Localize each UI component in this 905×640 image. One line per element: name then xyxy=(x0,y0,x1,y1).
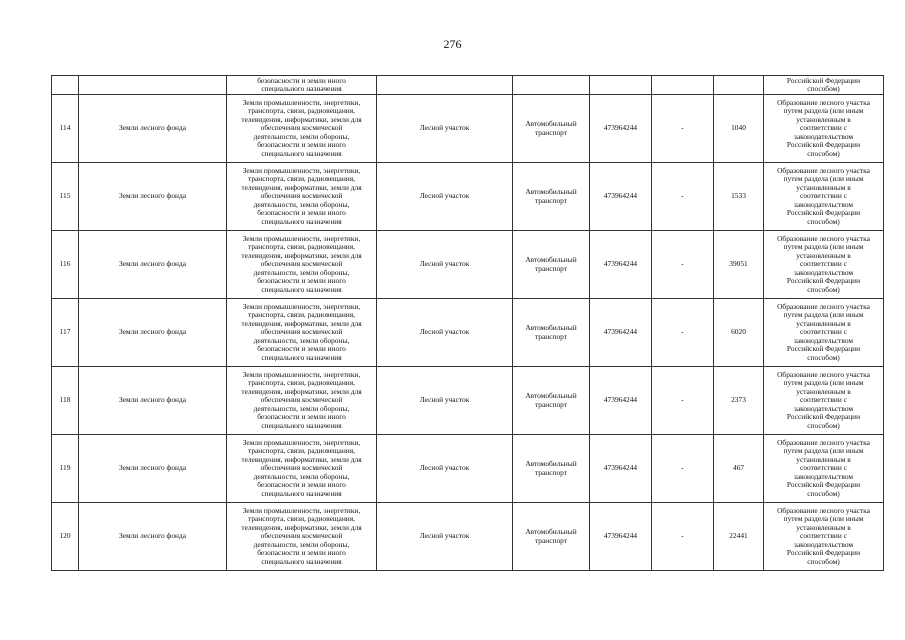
cell-code: 473964244 xyxy=(590,163,652,231)
cell-object: Лесной участок xyxy=(377,435,513,503)
cell-category: Земли лесного фонда xyxy=(79,503,227,571)
cell-formation: Образование лесного участка путем раздела (или иным установленным в соответствии с законодательством Российской Федерации способом) xyxy=(764,231,884,299)
cell-category: Земли лесного фонда xyxy=(79,299,227,367)
cell-formation: Образование лесного участка путем раздела (или иным установленным в соответствии с законодательством Российской Федерации способом) xyxy=(764,367,884,435)
cell-formation: Образование лесного участка путем раздела (или иным установленным в соответствии с законодательством Российской Федерации способом) xyxy=(764,163,884,231)
cell-num: 120 xyxy=(52,503,79,571)
cell-object: Лесной участок xyxy=(377,95,513,163)
cell-purpose: Земли промышленности, энергетики, транспорта, связи, радиовещания, телевидения, информатики, земли для обеспечения космической деятельности, земли обороны, безопасности и земли иного специального назначения xyxy=(227,299,377,367)
cell-use: Автомобильный транспорт xyxy=(513,435,590,503)
cell-num: 117 xyxy=(52,299,79,367)
cell-use: Автомобильный транспорт xyxy=(513,367,590,435)
cell-num: 115 xyxy=(52,163,79,231)
table-row xyxy=(52,299,884,367)
cell-category: Земли лесного фонда xyxy=(79,231,227,299)
cell-object: Лесной участок xyxy=(377,299,513,367)
table-row xyxy=(52,367,884,435)
cell-object: Лесной участок xyxy=(377,367,513,435)
cell-formation: Образование лесного участка путем раздела (или иным установленным в соответствии с законодательством Российской Федерации способом) xyxy=(764,435,884,503)
cell-dash: - xyxy=(652,503,714,571)
cell-area: 6020 xyxy=(714,299,764,367)
cell-formation: Российской Федерации способом) xyxy=(764,76,884,95)
cell-num: 116 xyxy=(52,231,79,299)
cell-category: Земли лесного фонда xyxy=(79,95,227,163)
cell-purpose: безопасности и земли иного специального назначения xyxy=(227,76,377,95)
page-number: 276 xyxy=(443,37,462,51)
cell-code: 473964244 xyxy=(590,95,652,163)
cell-dash: - xyxy=(652,299,714,367)
cell-num: 114 xyxy=(52,95,79,163)
land-plots-table xyxy=(51,75,884,571)
cell-purpose: Земли промышленности, энергетики, транспорта, связи, радиовещания, телевидения, информатики, земли для обеспечения космической деятельности, земли обороны, безопасности и земли иного специального назначения xyxy=(227,367,377,435)
cell-area xyxy=(714,76,764,95)
cell-area: 2373 xyxy=(714,367,764,435)
cell-use xyxy=(513,76,590,95)
cell-code: 473964244 xyxy=(590,503,652,571)
cell-use: Автомобильный транспорт xyxy=(513,503,590,571)
cell-code: 473964244 xyxy=(590,299,652,367)
cell-dash: - xyxy=(652,231,714,299)
cell-object: Лесной участок xyxy=(377,163,513,231)
cell-code: 473964244 xyxy=(590,367,652,435)
table-row xyxy=(52,231,884,299)
cell-category: Земли лесного фонда xyxy=(79,163,227,231)
cell-dash: - xyxy=(652,435,714,503)
cell-area: 39051 xyxy=(714,231,764,299)
cell-area: 1040 xyxy=(714,95,764,163)
cell-num: 118 xyxy=(52,367,79,435)
cell-use: Автомобильный транспорт xyxy=(513,95,590,163)
table-row xyxy=(52,95,884,163)
cell-purpose: Земли промышленности, энергетики, транспорта, связи, радиовещания, телевидения, информатики, земли для обеспечения космической деятельности, земли обороны, безопасности и земли иного специального назначения xyxy=(227,95,377,163)
cell-num xyxy=(52,76,79,95)
cell-purpose: Земли промышленности, энергетики, транспорта, связи, радиовещания, телевидения, информатики, земли для обеспечения космической деятельности, земли обороны, безопасности и земли иного специального назначения xyxy=(227,435,377,503)
cell-object: Лесной участок xyxy=(377,231,513,299)
cell-area: 22441 xyxy=(714,503,764,571)
cell-use: Автомобильный транспорт xyxy=(513,163,590,231)
cell-num: 119 xyxy=(52,435,79,503)
cell-object xyxy=(377,76,513,95)
cell-purpose: Земли промышленности, энергетики, транспорта, связи, радиовещания, телевидения, информатики, земли для обеспечения космической деятельности, земли обороны, безопасности и земли иного специального назначения xyxy=(227,163,377,231)
cell-dash: - xyxy=(652,163,714,231)
cell-code: 473964244 xyxy=(590,435,652,503)
cell-formation: Образование лесного участка путем раздела (или иным установленным в соответствии с законодательством Российской Федерации способом) xyxy=(764,95,884,163)
cell-formation: Образование лесного участка путем раздела (или иным установленным в соответствии с законодательством Российской Федерации способом) xyxy=(764,503,884,571)
cell-area: 1533 xyxy=(714,163,764,231)
cell-category xyxy=(79,76,227,95)
table-row xyxy=(52,435,884,503)
cell-dash: - xyxy=(652,95,714,163)
cell-code xyxy=(590,76,652,95)
cell-dash: - xyxy=(652,367,714,435)
cell-purpose: Земли промышленности, энергетики, транспорта, связи, радиовещания, телевидения, информатики, земли для обеспечения космической деятельности, земли обороны, безопасности и земли иного специального назначения xyxy=(227,503,377,571)
cell-use: Автомобильный транспорт xyxy=(513,299,590,367)
table-row xyxy=(52,503,884,571)
cell-use: Автомобильный транспорт xyxy=(513,231,590,299)
cell-dash xyxy=(652,76,714,95)
cell-category: Земли лесного фонда xyxy=(79,435,227,503)
cell-object: Лесной участок xyxy=(377,503,513,571)
cell-category: Земли лесного фонда xyxy=(79,367,227,435)
cell-area: 467 xyxy=(714,435,764,503)
cell-formation: Образование лесного участка путем раздела (или иным установленным в соответствии с законодательством Российской Федерации способом) xyxy=(764,299,884,367)
table-row xyxy=(52,163,884,231)
cell-purpose: Земли промышленности, энергетики, транспорта, связи, радиовещания, телевидения, информатики, земли для обеспечения космической деятельности, земли обороны, безопасности и земли иного специального назначения xyxy=(227,231,377,299)
cell-code: 473964244 xyxy=(590,231,652,299)
continuation-row xyxy=(52,76,884,95)
